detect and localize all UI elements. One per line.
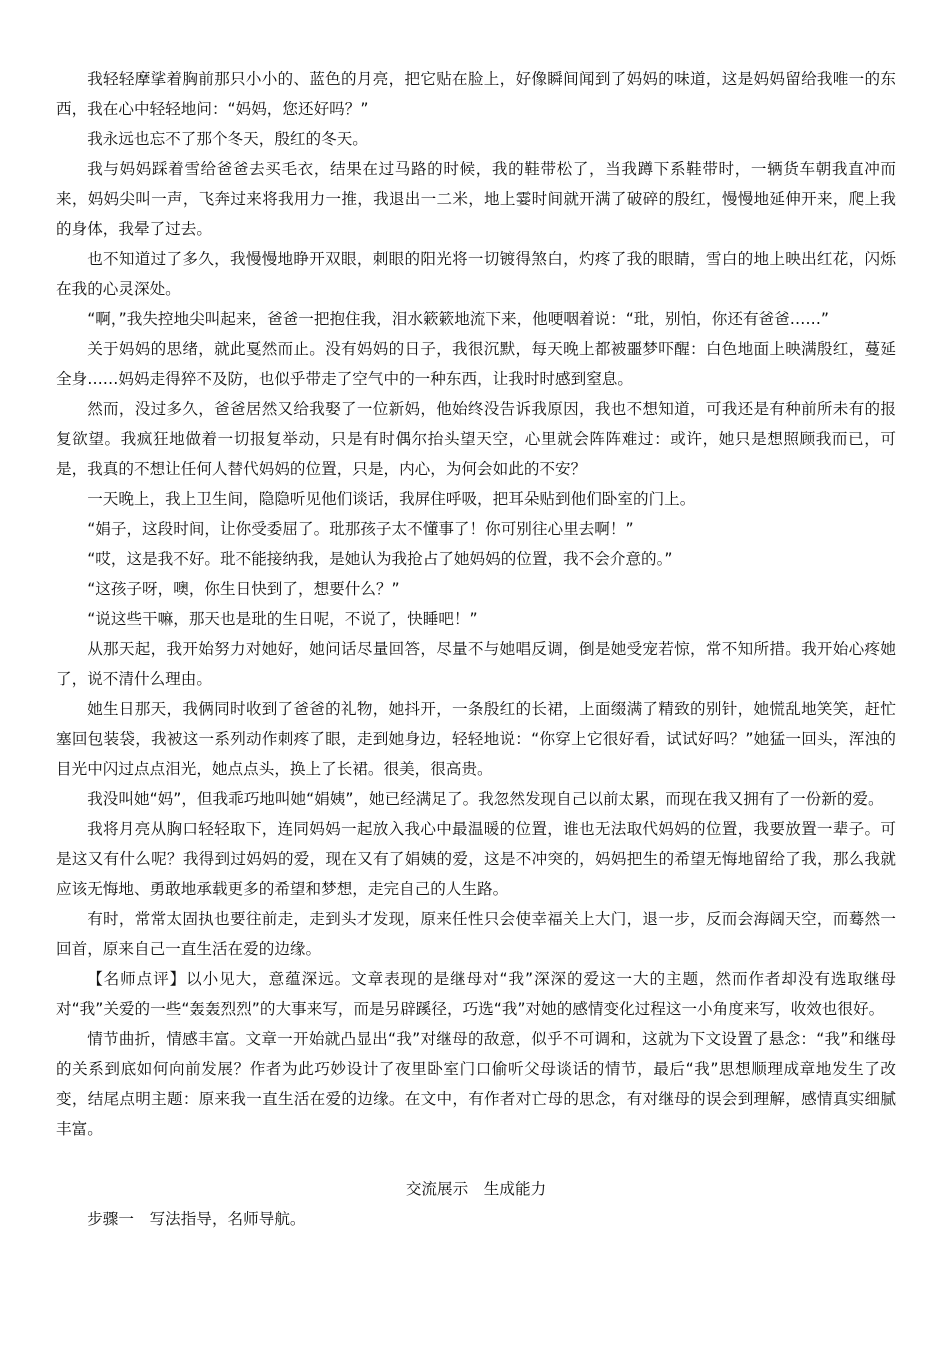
paragraph-17: 有时，常常太固执也要往前走，走到头才发现，原来任性只会使幸福关上大门，退一步，反而会海阔天空，而蓦然一回首，原来自己一直生活在爱的边缘。 — [56, 910, 896, 958]
dialogue-line-4: “说这些干嘛，那天也是玭的生日呢，不说了，快睡吧！” — [87, 610, 478, 628]
dialogue-line-2: “哎，这是我不好。玭不能接纳我，是她认为我抢占了她妈妈的位置，我不会介意的。” — [87, 550, 673, 568]
step-line: 步骤一 写法指导，名师导航。 — [87, 1210, 306, 1228]
paragraph-15: 我没叫她“妈”，但我乖巧地叫她“娟姨”，她已经满足了。我忽然发现自己以前太累，而现在我又拥有了一份新的爱。 — [87, 790, 884, 808]
dialogue-line-1: “娟子，这段时间，让你受委屈了。玭那孩子太不懂事了！你可别往心里去啊！” — [87, 520, 634, 538]
paragraph-2: 我永远也忘不了那个冬天，殷红的冬天。 — [87, 130, 368, 148]
paragraph-6: 关于妈妈的思绪，就此戛然而止。没有妈妈的日子，我很沉默，每天晚上都被噩梦吓醒：白色地面上映满殷红，蔓延全身……妈妈走得猝不及防，也似乎带走了空气中的一种东西，让我时时感到窒息。 — [56, 340, 896, 388]
paragraph-7: 然而，没过多久，爸爸居然又给我娶了一位新妈，他始终没告诉我原因，我也不想知道，可我还是有种前所未有的报复欲望。我疯狂地做着一切报复举动，只是有时偶尔抬头望天空，心里就会阵阵难过：或许，她只是想照顾我而已，可是，我真的不想让任何人替代妈妈的位置，只是，内心，为何会如此的不安？ — [56, 400, 896, 478]
analysis-paragraph: 情节曲折，情感丰富。文章一开始就凸显出“我”对继母的敌意，似乎不可调和，这就为下文设置了悬念：“我”和继母的关系到底如何向前发展？作者为此巧妙设计了夜里卧室门口偷听父母谈话的情节，最后“我”思想顺理成章地发生了改变，结尾点明主题：原来我一直生活在爱的边缘。在文中，有作者对亡母的思念，有对继母的误会到理解，感情真实细腻丰富。 — [56, 1030, 896, 1138]
paragraph-16: 我将月亮从胸口轻轻取下，连同妈妈一起放入我心中最温暖的位置，谁也无法取代妈妈的位置，我要放置一辈子。可是这又有什么呢？我得到过妈妈的爱，现在又有了娟姨的爱，这是不冲突的，妈妈把生的希望无悔地留给了我，那么我就应该无悔地、勇敢地承载更多的希望和梦想，走完自己的人生路。 — [56, 820, 896, 898]
paragraph-5: “啊，”我失控地尖叫起来，爸爸一把抱住我，泪水簌簌地流下来，他哽咽着说：“玭，别怕，你还有爸爸……” — [87, 310, 830, 328]
paragraph-4: 也不知道过了多久，我慢慢地睁开双眼，刺眼的阳光将一切镀得煞白，灼疼了我的眼睛，雪白的地上映出红花，闪烁在我的心灵深处。 — [56, 250, 896, 298]
paragraph-1: 我轻轻摩挲着胸前那只小小的、蓝色的月亮，把它贴在脸上，好像瞬间闻到了妈妈的味道，这是妈妈留给我唯一的东西，我在心中轻轻地问：“妈妈，您还好吗？” — [56, 70, 896, 118]
paragraph-13: 从那天起，我开始努力对她好，她问话尽量回答，尽量不与她唱反调，倒是她受宠若惊，常不知所措。我开始心疼她了，说不清什么理由。 — [56, 640, 896, 688]
document-page — [56, 64, 896, 1234]
paragraph-8: 一天晚上，我上卫生间，隐隐听见他们谈话，我屏住呼吸，把耳朵贴到他们卧室的门上。 — [87, 490, 696, 508]
paragraph-3: 我与妈妈踩着雪给爸爸去买毛衣，结果在过马路的时候，我的鞋带松了，当我蹲下系鞋带时，一辆货车朝我直冲而来，妈妈尖叫一声，飞奔过来将我用力一推，我退出一二米，地上霎时间就开满了破碎的殷红，慢慢地延伸开来，爬上我的身体，我晕了过去。 — [56, 160, 896, 238]
paragraph-14: 她生日那天，我俩同时收到了爸爸的礼物，她抖开，一条殷红的长裙，上面缀满了精致的别针，她慌乱地笑笑，赶忙塞回包装袋，我被这一系列动作刺疼了眼，走到她身边，轻轻地说：“你穿上它很好看，试试好吗？”她猛一回头，浑浊的目光中闪过点点泪光，她点点头，换上了长裙。很美，很高贵。 — [56, 700, 896, 778]
dialogue-line-3: “这孩子呀，噢，你生日快到了，想要什么？” — [87, 580, 400, 598]
section-spacer — [56, 1144, 896, 1174]
section-heading: 交流展示 生成能力 — [405, 1180, 547, 1198]
teacher-comment-paragraph: 【名师点评】以小见大，意蕴深远。文章表现的是继母对“我”深深的爱这一大的主题，然而作者却没有选取继母对“我”关爱的一些“轰轰烈烈”的大事来写，而是另辟蹊径，巧选“我”对她的感情变化过程这一小角度来写，收效也很好。 — [56, 970, 896, 1018]
